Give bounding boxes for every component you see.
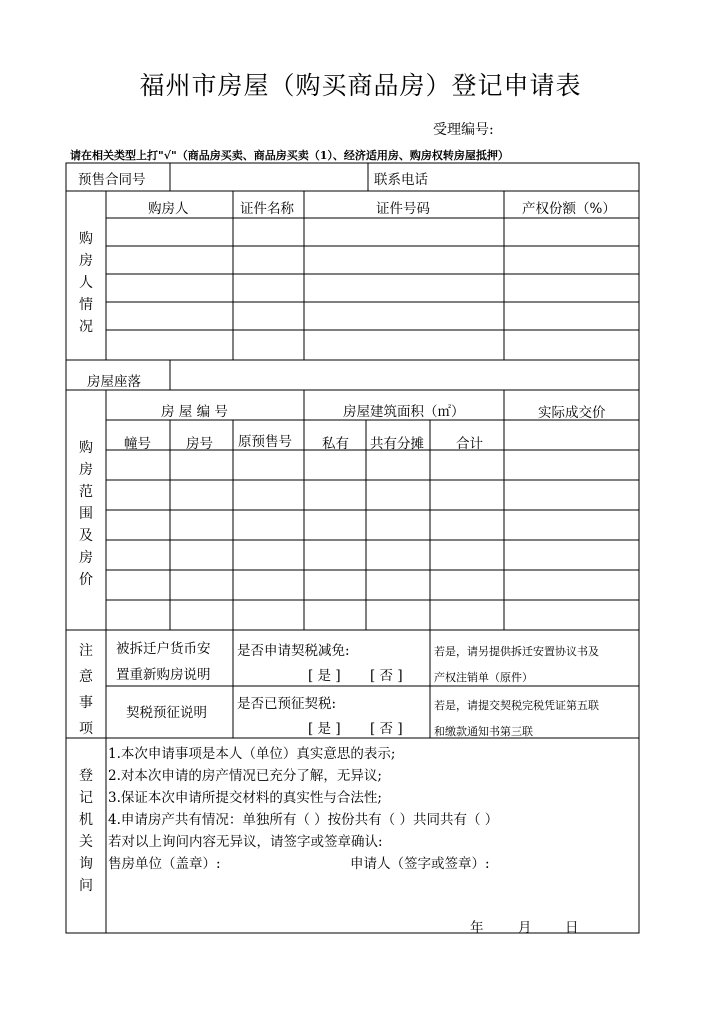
prepaid-note-line2: 和缴款通知书第三联 bbox=[434, 725, 533, 738]
applicant-signature-label: 申请人（签字或签章）: bbox=[350, 856, 490, 872]
area-header: 房屋建筑面积（㎡） bbox=[343, 404, 465, 420]
house-number-header: 房 屋 编 号 bbox=[161, 404, 228, 420]
tax-exemption-no[interactable]: [ 否 ] bbox=[370, 668, 403, 684]
prepaid-tax-no[interactable]: [ 否 ] bbox=[370, 721, 403, 737]
contract-number-field[interactable] bbox=[172, 165, 366, 189]
buyer-header-share: 产权份额（%） bbox=[522, 201, 616, 217]
instruction-text: 请在相关类型上打"√"（商品房买卖、商品房买卖（1）、经济适用房、购房权转房屋抵押） bbox=[70, 149, 509, 162]
date-day-label: 日 bbox=[565, 920, 579, 936]
contract-number-label: 预售合同号 bbox=[78, 172, 146, 188]
buyer-header-id-number: 证件号码 bbox=[376, 201, 430, 217]
relocation-note-line2: 产权注销单（原件） bbox=[434, 671, 533, 684]
location-field[interactable] bbox=[172, 362, 636, 388]
inquiry-line-2: 2.对本次申请的房产情况已充分了解，无异议; bbox=[108, 768, 382, 784]
page-title: 福州市房屋（购买商品房）登记申请表 bbox=[139, 71, 582, 100]
buyer-header-id-type: 证件名称 bbox=[240, 201, 294, 217]
relocation-title-line1: 被拆迁户货币安 bbox=[116, 641, 211, 657]
phone-label: 联系电话 bbox=[374, 172, 428, 188]
price-header: 实际成交价 bbox=[538, 405, 606, 421]
sub-header-building: 幢号 bbox=[124, 436, 151, 452]
scope-section-label: 购房范围及房价 bbox=[79, 440, 93, 588]
prepaid-note-line1: 若是，请提交契税完税凭证第五联 bbox=[434, 699, 599, 712]
sub-header-shared: 共有分摊 bbox=[370, 436, 424, 452]
inquiry-line-3: 3.保证本次申请所提交材料的真实性与合法性; bbox=[108, 790, 382, 806]
prepaid-tax-yes[interactable]: [ 是 ] bbox=[308, 721, 341, 737]
seller-signature-label: 售房单位（盖章）: bbox=[108, 856, 221, 872]
sub-header-presale-no: 原预售号 bbox=[238, 434, 292, 450]
sub-header-total: 合计 bbox=[456, 436, 483, 452]
inquiry-section-label: 登记机关询问 bbox=[79, 768, 93, 894]
prepaid-tax-title: 契税预征说明 bbox=[126, 705, 207, 721]
relocation-note-line1: 若是，请另提供拆迁安置协议书及 bbox=[434, 645, 599, 658]
inquiry-line-5: 若对以上询问内容无异议，请签字或签章确认: bbox=[108, 834, 383, 850]
notes-section-label: 注意事项 bbox=[79, 643, 93, 737]
sub-header-private: 私有 bbox=[322, 436, 349, 452]
date-year-label: 年 bbox=[470, 920, 484, 936]
buyer-header-name: 购房人 bbox=[148, 201, 189, 217]
phone-field[interactable] bbox=[440, 165, 636, 189]
tax-exemption-question: 是否申请契税减免: bbox=[237, 643, 350, 659]
sub-header-room: 房号 bbox=[186, 436, 213, 452]
inquiry-line-4: 4.申请房产共有情况：单独所有（ ）按份共有（ ）共同共有（ ） bbox=[108, 812, 499, 828]
relocation-title-line2: 置重新购房说明 bbox=[116, 667, 211, 683]
buyer-section-label: 购房人情况 bbox=[79, 231, 93, 335]
location-label: 房屋座落 bbox=[87, 374, 141, 390]
accept-number-label: 受理编号: bbox=[433, 122, 494, 138]
prepaid-tax-question: 是否已预征契税: bbox=[237, 696, 337, 712]
date-month-label: 月 bbox=[518, 920, 532, 936]
inquiry-line-1: 1.本次申请事项是本人（单位）真实意思的表示; bbox=[108, 746, 396, 762]
tax-exemption-yes[interactable]: [ 是 ] bbox=[308, 668, 341, 684]
